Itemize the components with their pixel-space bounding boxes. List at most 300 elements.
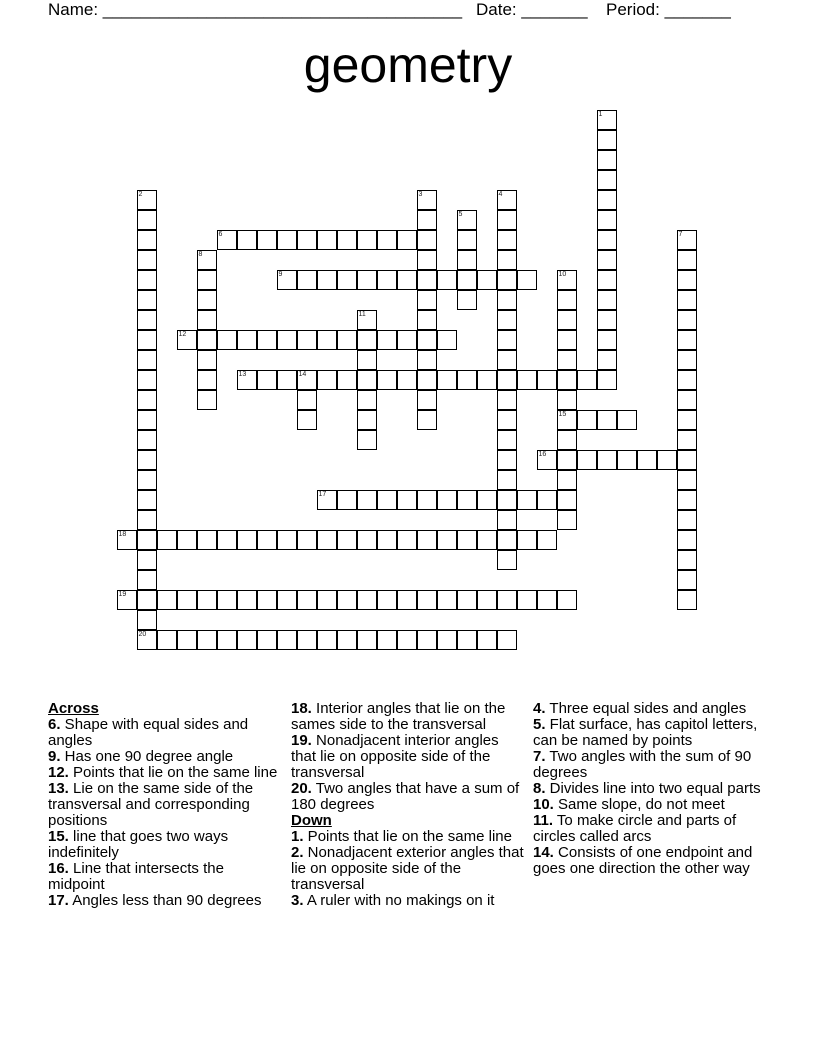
grid-cell[interactable] <box>357 350 377 370</box>
grid-cell[interactable] <box>257 530 277 550</box>
grid-cell[interactable] <box>557 330 577 350</box>
clue-number: 1 <box>598 110 603 118</box>
grid-cell[interactable] <box>537 490 557 510</box>
grid-cell[interactable] <box>417 630 437 650</box>
grid-cell[interactable] <box>677 430 697 450</box>
grid-cell[interactable] <box>297 410 317 430</box>
grid-cell[interactable] <box>157 530 177 550</box>
grid-cell[interactable] <box>677 590 697 610</box>
grid-cell[interactable] <box>137 590 157 610</box>
grid-cell[interactable] <box>417 190 437 210</box>
grid-cell[interactable] <box>137 350 157 370</box>
grid-cell[interactable] <box>317 330 337 350</box>
grid-cell[interactable] <box>597 150 617 170</box>
grid-cell[interactable] <box>137 190 157 210</box>
grid-cell[interactable] <box>497 410 517 430</box>
grid-cell[interactable] <box>677 350 697 370</box>
grid-cell[interactable] <box>397 330 417 350</box>
grid-cell[interactable] <box>537 450 557 470</box>
grid-cell[interactable] <box>137 410 157 430</box>
grid-cell[interactable] <box>677 550 697 570</box>
grid-cell[interactable] <box>537 530 557 550</box>
grid-cell[interactable] <box>597 170 617 190</box>
grid-cell[interactable] <box>557 410 577 430</box>
grid-cell[interactable] <box>437 530 457 550</box>
grid-cell[interactable] <box>677 490 697 510</box>
grid-cell[interactable] <box>617 410 637 430</box>
grid-cell[interactable] <box>517 370 537 390</box>
grid-cell[interactable] <box>137 450 157 470</box>
grid-cell[interactable] <box>597 250 617 270</box>
grid-cell[interactable] <box>677 390 697 410</box>
grid-cell[interactable] <box>497 510 517 530</box>
grid-cell[interactable] <box>277 630 297 650</box>
grid-cell[interactable] <box>257 630 277 650</box>
clue-text: Points that lie on the same line <box>68 764 278 781</box>
grid-cell[interactable] <box>517 530 537 550</box>
clue <box>48 765 280 781</box>
clue-number: 12. <box>48 764 69 781</box>
grid-cell[interactable] <box>117 530 137 550</box>
grid-cell[interactable] <box>177 330 197 350</box>
grid-cell[interactable] <box>317 590 337 610</box>
grid-cell[interactable] <box>597 450 617 470</box>
grid-cell[interactable] <box>357 230 377 250</box>
grid-cell[interactable] <box>277 230 297 250</box>
grid-cell[interactable] <box>297 230 317 250</box>
grid-cell[interactable] <box>117 590 137 610</box>
clue-number: 11. <box>533 812 554 829</box>
grid-cell[interactable] <box>217 330 237 350</box>
grid-cell[interactable] <box>497 330 517 350</box>
grid-cell[interactable] <box>457 290 477 310</box>
clue-number: 1. <box>291 828 304 845</box>
grid-cell[interactable] <box>337 590 357 610</box>
clues-column-1 <box>48 701 280 909</box>
grid-cell[interactable] <box>497 490 517 510</box>
grid-cell[interactable] <box>297 330 317 350</box>
grid-cell[interactable] <box>677 470 697 490</box>
grid-cell[interactable] <box>457 630 477 650</box>
grid-cell[interactable] <box>257 590 277 610</box>
grid-cell[interactable] <box>137 630 157 650</box>
grid-cell[interactable] <box>357 590 377 610</box>
grid-cell[interactable] <box>417 390 437 410</box>
grid-cell[interactable] <box>197 590 217 610</box>
clue-number: 16 <box>538 450 547 458</box>
clue-number: 6 <box>218 230 223 238</box>
clue-number: 3 <box>418 190 423 198</box>
grid-cell[interactable] <box>237 370 257 390</box>
grid-cell[interactable] <box>497 550 517 570</box>
grid-cell[interactable] <box>137 610 157 630</box>
grid-cell[interactable] <box>377 590 397 610</box>
clue <box>48 749 280 765</box>
grid-cell[interactable] <box>597 130 617 150</box>
grid-cell[interactable] <box>297 630 317 650</box>
grid-cell[interactable] <box>237 230 257 250</box>
grid-cell[interactable] <box>457 590 477 610</box>
grid-cell[interactable] <box>137 570 157 590</box>
clue <box>48 893 280 909</box>
grid-cell[interactable] <box>577 450 597 470</box>
grid-cell[interactable] <box>237 590 257 610</box>
clue-number: 17 <box>318 490 327 498</box>
grid-cell[interactable] <box>497 350 517 370</box>
grid-cell[interactable] <box>297 370 317 390</box>
grid-cell[interactable] <box>277 370 297 390</box>
grid-cell[interactable] <box>657 450 677 470</box>
grid-cell[interactable] <box>557 290 577 310</box>
clue-number: 11 <box>358 310 366 318</box>
grid-cell[interactable] <box>597 410 617 430</box>
grid-cell[interactable] <box>597 370 617 390</box>
grid-cell[interactable] <box>137 430 157 450</box>
grid-cell[interactable] <box>137 330 157 350</box>
grid-cell[interactable] <box>597 110 617 130</box>
grid-cell[interactable] <box>137 210 157 230</box>
grid-cell[interactable] <box>357 430 377 450</box>
grid-cell[interactable] <box>477 270 497 290</box>
grid-cell[interactable] <box>297 390 317 410</box>
grid-cell[interactable] <box>357 310 377 330</box>
clue-number: 18. <box>291 700 312 717</box>
grid-cell[interactable] <box>677 270 697 290</box>
grid-cell[interactable] <box>337 530 357 550</box>
grid-cell[interactable] <box>157 590 177 610</box>
clue-text: Nonadjacent exterior angles that lie on opposite side of the transversal <box>291 844 524 893</box>
grid-cell[interactable] <box>337 630 357 650</box>
grid-cell[interactable] <box>557 450 577 470</box>
date-field[interactable]: Date: _______ <box>476 0 588 19</box>
grid-cell[interactable] <box>577 410 597 430</box>
clue-text: Two angles that have a sum of 180 degrees <box>291 780 520 813</box>
grid-cell[interactable] <box>377 330 397 350</box>
grid-cell[interactable] <box>497 230 517 250</box>
clue-number: 15. <box>48 828 69 845</box>
grid-cell[interactable] <box>257 330 277 350</box>
grid-cell[interactable] <box>537 370 557 390</box>
page-title: geometry <box>303 37 513 93</box>
clue-number: 14 <box>298 370 307 378</box>
grid-cell[interactable] <box>197 310 217 330</box>
grid-cell[interactable] <box>137 550 157 570</box>
grid-cell[interactable] <box>337 490 357 510</box>
grid-cell[interactable] <box>517 590 537 610</box>
grid-cell[interactable] <box>677 450 697 470</box>
grid-cell[interactable] <box>457 210 477 230</box>
grid-cell[interactable] <box>357 630 377 650</box>
clue <box>533 701 769 717</box>
grid-cell[interactable] <box>357 370 377 390</box>
grid-cell[interactable] <box>497 430 517 450</box>
clue-number: 20 <box>138 630 147 638</box>
clue-text: Interior angles that lie on the sames side to the transversal <box>291 700 506 733</box>
clue-text: Flat surface, has capitol letters, can be named by points <box>533 716 758 749</box>
grid-cell[interactable] <box>297 270 317 290</box>
grid-cell[interactable] <box>597 230 617 250</box>
grid-cell[interactable] <box>317 490 337 510</box>
grid-cell[interactable] <box>557 510 577 530</box>
grid-cell[interactable] <box>317 530 337 550</box>
grid-cell[interactable] <box>497 370 517 390</box>
grid-cell[interactable] <box>417 370 437 390</box>
grid-cell[interactable] <box>617 450 637 470</box>
grid-cell[interactable] <box>457 490 477 510</box>
grid-cell[interactable] <box>137 490 157 510</box>
grid-cell[interactable] <box>197 390 217 410</box>
grid-cell[interactable] <box>197 270 217 290</box>
clue <box>291 701 527 733</box>
grid-cell[interactable] <box>557 350 577 370</box>
clues-column-2 <box>291 701 527 909</box>
grid-cell[interactable] <box>677 530 697 550</box>
clue-number: 7. <box>533 748 546 765</box>
clue <box>533 749 769 781</box>
grid-cell[interactable] <box>357 530 377 550</box>
grid-cell[interactable] <box>437 490 457 510</box>
grid-cell[interactable] <box>477 530 497 550</box>
grid-cell[interactable] <box>277 330 297 350</box>
grid-cell[interactable] <box>197 370 217 390</box>
grid-cell[interactable] <box>557 370 577 390</box>
grid-cell[interactable] <box>357 410 377 430</box>
clue-number: 4. <box>533 700 546 717</box>
grid-cell[interactable] <box>397 490 417 510</box>
grid-cell[interactable] <box>417 290 437 310</box>
grid-cell[interactable] <box>677 310 697 330</box>
grid-cell[interactable] <box>677 510 697 530</box>
clue <box>533 781 769 797</box>
grid-cell[interactable] <box>357 390 377 410</box>
grid-cell[interactable] <box>417 410 437 430</box>
grid-cell[interactable] <box>237 530 257 550</box>
grid-cell[interactable] <box>437 330 457 350</box>
grid-cell[interactable] <box>237 630 257 650</box>
grid-cell[interactable] <box>437 590 457 610</box>
grid-cell[interactable] <box>277 590 297 610</box>
clue-heading-across: Across <box>48 700 99 717</box>
grid-cell[interactable] <box>377 270 397 290</box>
grid-cell[interactable] <box>637 450 657 470</box>
grid-cell[interactable] <box>417 210 437 230</box>
clue-text: To make circle and parts of circles called arcs <box>533 812 737 845</box>
grid-cell[interactable] <box>337 230 357 250</box>
grid-cell[interactable] <box>137 470 157 490</box>
grid-cell[interactable] <box>557 390 577 410</box>
grid-cell[interactable] <box>517 270 537 290</box>
grid-cell[interactable] <box>397 230 417 250</box>
grid-cell[interactable] <box>677 330 697 350</box>
grid-cell[interactable] <box>517 490 537 510</box>
clue-number: 14. <box>533 844 554 861</box>
grid-cell[interactable] <box>177 630 197 650</box>
grid-cell[interactable] <box>177 530 197 550</box>
grid-cell[interactable] <box>197 250 217 270</box>
grid-cell[interactable] <box>497 310 517 330</box>
grid-cell[interactable] <box>577 370 597 390</box>
clue-number: 15 <box>558 410 567 418</box>
clue-number: 5. <box>533 716 546 733</box>
grid-cell[interactable] <box>137 510 157 530</box>
grid-cell[interactable] <box>357 330 377 350</box>
grid-cell[interactable] <box>497 390 517 410</box>
grid-cell[interactable] <box>557 430 577 450</box>
clue-text: Line that intersects the midpoint <box>48 860 224 893</box>
grid-cell[interactable] <box>597 350 617 370</box>
grid-cell[interactable] <box>677 250 697 270</box>
grid-cell[interactable] <box>417 350 437 370</box>
grid-cell[interactable] <box>317 270 337 290</box>
grid-cell[interactable] <box>497 290 517 310</box>
grid-cell[interactable] <box>397 270 417 290</box>
grid-cell[interactable] <box>477 630 497 650</box>
grid-cell[interactable] <box>477 370 497 390</box>
grid-cell[interactable] <box>497 210 517 230</box>
grid-cell[interactable] <box>497 250 517 270</box>
grid-cell[interactable] <box>277 530 297 550</box>
grid-cell[interactable] <box>217 530 237 550</box>
grid-cell[interactable] <box>677 370 697 390</box>
grid-cell[interactable] <box>497 450 517 470</box>
clue <box>291 781 527 813</box>
clue-text: Has one 90 degree angle <box>60 748 234 765</box>
clue <box>48 861 280 893</box>
clue <box>48 829 280 861</box>
grid-cell[interactable] <box>497 530 517 550</box>
grid-cell[interactable] <box>397 370 417 390</box>
grid-cell[interactable] <box>257 230 277 250</box>
grid-cell[interactable] <box>357 490 377 510</box>
grid-cell[interactable] <box>537 590 557 610</box>
grid-cell[interactable] <box>557 490 577 510</box>
grid-cell[interactable] <box>597 290 617 310</box>
grid-cell[interactable] <box>417 230 437 250</box>
grid-cell[interactable] <box>397 630 417 650</box>
grid-cell[interactable] <box>457 250 477 270</box>
grid-cell[interactable] <box>217 230 237 250</box>
clue-number: 13. <box>48 780 69 797</box>
grid-cell[interactable] <box>677 410 697 430</box>
grid-cell[interactable] <box>197 330 217 350</box>
grid-cell[interactable] <box>497 470 517 490</box>
grid-cell[interactable] <box>437 630 457 650</box>
grid-cell[interactable] <box>457 530 477 550</box>
grid-cell[interactable] <box>557 310 577 330</box>
grid-cell[interactable] <box>597 210 617 230</box>
grid-cell[interactable] <box>417 250 437 270</box>
grid-cell[interactable] <box>137 230 157 250</box>
clue-number: 9 <box>278 270 283 278</box>
grid-cell[interactable] <box>597 330 617 350</box>
clue-heading-down: Down <box>291 812 332 829</box>
grid-cell[interactable] <box>677 290 697 310</box>
grid-cell[interactable] <box>317 370 337 390</box>
grid-cell[interactable] <box>597 310 617 330</box>
grid-cell[interactable] <box>157 630 177 650</box>
grid-cell[interactable] <box>137 310 157 330</box>
clues-column-3 <box>533 701 769 877</box>
grid-cell[interactable] <box>137 270 157 290</box>
grid-cell[interactable] <box>217 630 237 650</box>
grid-cell[interactable] <box>477 490 497 510</box>
grid-cell[interactable] <box>417 490 437 510</box>
grid-cell[interactable] <box>597 270 617 290</box>
grid-cell[interactable] <box>597 190 617 210</box>
grid-cell[interactable] <box>457 370 477 390</box>
grid-cell[interactable] <box>297 590 317 610</box>
grid-cell[interactable] <box>137 370 157 390</box>
grid-cell[interactable] <box>237 330 257 350</box>
clue-number: 12 <box>178 330 187 338</box>
grid-cell[interactable] <box>497 630 517 650</box>
grid-cell[interactable] <box>417 530 437 550</box>
grid-cell[interactable] <box>677 570 697 590</box>
grid-cell[interactable] <box>377 530 397 550</box>
clue-number: 10. <box>533 796 554 813</box>
grid-cell[interactable] <box>317 230 337 250</box>
grid-cell[interactable] <box>197 630 217 650</box>
clue-text: Three equal sides and angles <box>545 700 747 717</box>
grid-cell[interactable] <box>477 590 497 610</box>
grid-cell[interactable] <box>357 270 377 290</box>
name-field[interactable]: Name: ______________________________________ <box>48 0 463 19</box>
grid-cell[interactable] <box>677 230 697 250</box>
grid-cell[interactable] <box>137 530 157 550</box>
grid-cell[interactable] <box>337 330 357 350</box>
grid-cell[interactable] <box>177 590 197 610</box>
grid-cell[interactable] <box>337 370 357 390</box>
clue <box>533 797 769 813</box>
grid-cell[interactable] <box>437 270 457 290</box>
grid-cell[interactable] <box>377 630 397 650</box>
grid-cell[interactable] <box>137 250 157 270</box>
grid-cell[interactable] <box>397 530 417 550</box>
grid-cell[interactable] <box>417 270 437 290</box>
grid-cell[interactable] <box>277 270 297 290</box>
grid-cell[interactable] <box>557 470 577 490</box>
grid-cell[interactable] <box>377 370 397 390</box>
grid-cell[interactable] <box>557 270 577 290</box>
grid-cell[interactable] <box>337 270 357 290</box>
grid-cell[interactable] <box>297 530 317 550</box>
clue <box>48 717 280 749</box>
grid-cell[interactable] <box>377 230 397 250</box>
grid-cell[interactable] <box>397 590 417 610</box>
period-field[interactable]: Period: _______ <box>606 0 731 19</box>
grid-cell[interactable] <box>257 370 277 390</box>
grid-cell[interactable] <box>497 270 517 290</box>
grid-cell[interactable] <box>457 230 477 250</box>
grid-cell[interactable] <box>437 370 457 390</box>
grid-cell[interactable] <box>317 630 337 650</box>
grid-cell[interactable] <box>137 390 157 410</box>
grid-cell[interactable] <box>197 350 217 370</box>
grid-cell[interactable] <box>197 530 217 550</box>
grid-cell[interactable] <box>417 310 437 330</box>
clue <box>291 733 527 781</box>
grid-cell[interactable] <box>497 590 517 610</box>
grid-cell[interactable] <box>497 190 517 210</box>
grid-cell[interactable] <box>417 330 437 350</box>
grid-cell[interactable] <box>417 590 437 610</box>
grid-cell[interactable] <box>377 490 397 510</box>
grid-cell[interactable] <box>557 590 577 610</box>
grid-cell[interactable] <box>217 590 237 610</box>
grid-cell[interactable] <box>137 290 157 310</box>
grid-cell[interactable] <box>197 290 217 310</box>
grid-cell[interactable] <box>457 270 477 290</box>
